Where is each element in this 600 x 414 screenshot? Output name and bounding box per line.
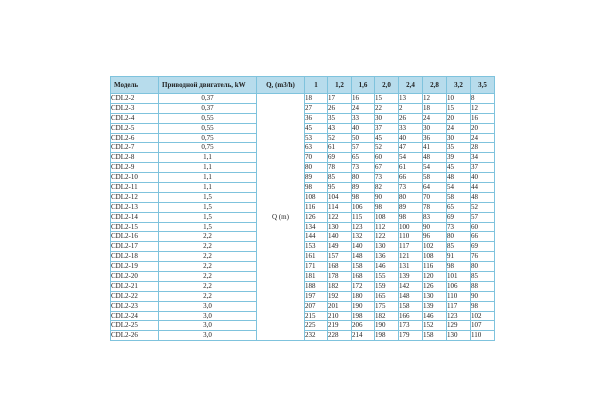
head-value-cell: 192 [328, 291, 352, 301]
head-value-cell: 24 [352, 103, 375, 113]
head-value-cell: 73 [447, 222, 471, 232]
head-value-cell: 89 [305, 173, 328, 183]
head-value-cell: 98 [447, 262, 471, 272]
head-value-cell: 85 [328, 173, 352, 183]
power-cell: 2,2 [159, 242, 257, 252]
head-value-cell: 117 [399, 242, 423, 252]
head-value-cell: 69 [447, 212, 471, 222]
head-value-cell: 89 [399, 202, 423, 212]
head-value-cell: 190 [375, 321, 399, 331]
power-cell: 1,5 [159, 192, 257, 202]
model-cell: CDL2-22 [111, 291, 159, 301]
head-value-cell: 10 [447, 94, 471, 104]
head-value-cell: 110 [471, 331, 495, 341]
power-cell: 2,2 [159, 281, 257, 291]
head-value-cell: 126 [423, 281, 447, 291]
head-value-cell: 18 [423, 103, 447, 113]
header-flow-value: 2,4 [399, 77, 423, 94]
head-value-cell: 179 [399, 331, 423, 341]
head-value-cell: 41 [423, 143, 447, 153]
head-value-cell: 40 [352, 123, 375, 133]
head-value-cell: 198 [375, 331, 399, 341]
head-value-cell: 182 [375, 311, 399, 321]
head-value-cell: 52 [328, 133, 352, 143]
head-value-cell: 67 [375, 163, 399, 173]
model-cell: CDL2-4 [111, 113, 159, 123]
power-cell: 1,5 [159, 212, 257, 222]
head-value-cell: 123 [447, 311, 471, 321]
head-value-cell: 181 [305, 272, 328, 282]
head-value-cell: 158 [399, 301, 423, 311]
head-value-cell: 12 [471, 103, 495, 113]
head-value-cell: 37 [471, 163, 495, 173]
model-cell: CDL2-20 [111, 272, 159, 282]
header-flow-value: 1 [305, 77, 328, 94]
head-value-cell: 35 [328, 113, 352, 123]
model-cell: CDL2-18 [111, 252, 159, 262]
head-value-cell: 28 [471, 143, 495, 153]
head-value-cell: 88 [471, 281, 495, 291]
head-value-cell: 47 [399, 143, 423, 153]
model-cell: CDL2-17 [111, 242, 159, 252]
model-cell: CDL2-16 [111, 232, 159, 242]
head-value-cell: 140 [328, 232, 352, 242]
head-value-cell: 188 [305, 281, 328, 291]
head-value-cell: 85 [471, 272, 495, 282]
head-value-cell: 70 [423, 192, 447, 202]
head-value-cell: 36 [423, 133, 447, 143]
head-value-cell: 146 [375, 262, 399, 272]
head-value-cell: 61 [399, 163, 423, 173]
power-cell: 0,37 [159, 103, 257, 113]
power-cell: 3,0 [159, 331, 257, 341]
head-value-cell: 132 [352, 232, 375, 242]
power-cell: 2,2 [159, 232, 257, 242]
head-value-cell: 228 [328, 331, 352, 341]
head-value-cell: 69 [328, 153, 352, 163]
head-value-cell: 34 [471, 153, 495, 163]
head-value-cell: 2 [399, 103, 423, 113]
head-value-cell: 63 [305, 143, 328, 153]
head-value-cell: 90 [423, 222, 447, 232]
head-value-cell: 131 [399, 262, 423, 272]
model-cell: CDL2-5 [111, 123, 159, 133]
head-value-cell: 225 [305, 321, 328, 331]
head-value-cell: 8 [471, 94, 495, 104]
model-cell: CDL2-15 [111, 222, 159, 232]
head-value-cell: 40 [399, 133, 423, 143]
head-value-cell: 58 [423, 173, 447, 183]
head-value-cell: 126 [305, 212, 328, 222]
head-value-cell: 15 [375, 94, 399, 104]
head-value-cell: 70 [305, 153, 328, 163]
head-value-cell: 66 [471, 232, 495, 242]
head-value-cell: 30 [423, 123, 447, 133]
head-value-cell: 30 [447, 133, 471, 143]
head-value-cell: 17 [328, 94, 352, 104]
model-cell: CDL2-19 [111, 262, 159, 272]
head-value-cell: 76 [471, 252, 495, 262]
header-flow-value: 1,2 [328, 77, 352, 94]
head-value-cell: 53 [305, 133, 328, 143]
head-value-cell: 157 [328, 252, 352, 262]
head-value-cell: 15 [447, 103, 471, 113]
head-value-cell: 36 [305, 113, 328, 123]
head-value-cell: 106 [352, 202, 375, 212]
model-cell: CDL2-6 [111, 133, 159, 143]
head-value-cell: 98 [305, 183, 328, 193]
head-value-cell: 33 [399, 123, 423, 133]
head-value-cell: 158 [423, 331, 447, 341]
power-cell: 2,2 [159, 291, 257, 301]
head-value-cell: 101 [447, 272, 471, 282]
head-value-cell: 60 [375, 153, 399, 163]
head-value-cell: 171 [305, 262, 328, 272]
head-value-cell: 26 [399, 113, 423, 123]
head-value-cell: 80 [352, 173, 375, 183]
head-value-cell: 134 [305, 222, 328, 232]
head-value-cell: 24 [447, 123, 471, 133]
head-value-cell: 198 [352, 311, 375, 321]
head-value-cell: 210 [328, 311, 352, 321]
head-value-cell: 168 [328, 262, 352, 272]
power-cell: 2,2 [159, 252, 257, 262]
head-value-cell: 112 [375, 222, 399, 232]
head-value-cell: 54 [447, 183, 471, 193]
head-value-cell: 116 [305, 202, 328, 212]
head-value-cell: 159 [375, 281, 399, 291]
head-value-cell: 108 [375, 212, 399, 222]
power-cell: 0,75 [159, 143, 257, 153]
head-value-cell: 197 [305, 291, 328, 301]
head-value-cell: 158 [352, 262, 375, 272]
head-value-cell: 114 [328, 202, 352, 212]
head-value-cell: 130 [447, 331, 471, 341]
model-cell: CDL2-14 [111, 212, 159, 222]
head-value-cell: 149 [328, 242, 352, 252]
head-value-cell: 180 [352, 291, 375, 301]
power-cell: 2,2 [159, 272, 257, 282]
power-cell: 1,1 [159, 153, 257, 163]
head-value-cell: 207 [305, 301, 328, 311]
head-value-cell: 214 [352, 331, 375, 341]
head-value-cell: 39 [447, 153, 471, 163]
head-value-cell: 161 [305, 252, 328, 262]
head-value-cell: 40 [471, 173, 495, 183]
head-value-cell: 178 [328, 272, 352, 282]
head-value-cell: 108 [423, 252, 447, 262]
head-value-cell: 120 [423, 272, 447, 282]
model-cell: CDL2-10 [111, 173, 159, 183]
head-value-cell: 219 [328, 321, 352, 331]
head-value-cell: 165 [375, 291, 399, 301]
head-value-cell: 85 [447, 242, 471, 252]
head-value-cell: 43 [328, 123, 352, 133]
head-value-cell: 12 [423, 94, 447, 104]
head-value-cell: 13 [399, 94, 423, 104]
model-cell: CDL2-8 [111, 153, 159, 163]
head-value-cell: 33 [352, 113, 375, 123]
head-value-cell: 96 [423, 232, 447, 242]
head-value-cell: 69 [471, 242, 495, 252]
model-cell: CDL2-9 [111, 163, 159, 173]
power-cell: 3,0 [159, 311, 257, 321]
head-value-cell: 139 [399, 272, 423, 282]
head-value-cell: 54 [423, 163, 447, 173]
head-value-cell: 140 [352, 242, 375, 252]
head-value-cell: 45 [375, 133, 399, 143]
head-value-cell: 153 [305, 242, 328, 252]
head-value-cell: 65 [447, 202, 471, 212]
head-value-cell: 50 [352, 133, 375, 143]
head-value-cell: 121 [399, 252, 423, 262]
head-value-cell: 100 [399, 222, 423, 232]
head-value-cell: 172 [352, 281, 375, 291]
head-value-cell: 144 [305, 232, 328, 242]
head-value-cell: 215 [305, 311, 328, 321]
head-value-cell: 148 [352, 252, 375, 262]
head-value-cell: 54 [399, 153, 423, 163]
head-value-cell: 129 [447, 321, 471, 331]
head-value-cell: 98 [399, 212, 423, 222]
head-value-cell: 107 [471, 321, 495, 331]
model-cell: CDL2-11 [111, 183, 159, 193]
head-value-cell: 58 [447, 192, 471, 202]
head-value-cell: 130 [328, 222, 352, 232]
head-value-cell: 123 [352, 222, 375, 232]
head-value-cell: 26 [328, 103, 352, 113]
head-value-cell: 95 [328, 183, 352, 193]
head-value-cell: 142 [399, 281, 423, 291]
head-value-cell: 117 [447, 301, 471, 311]
header-flow-value: 2,8 [423, 77, 447, 94]
model-cell: CDL2-24 [111, 311, 159, 321]
head-value-cell: 78 [328, 163, 352, 173]
head-value-cell: 57 [352, 143, 375, 153]
head-value-cell: 110 [399, 232, 423, 242]
head-value-cell: 115 [352, 212, 375, 222]
head-value-cell: 130 [423, 291, 447, 301]
head-value-cell: 80 [305, 163, 328, 173]
power-cell: 1,1 [159, 173, 257, 183]
power-cell: 1,5 [159, 202, 257, 212]
head-value-cell: 116 [423, 262, 447, 272]
head-value-cell: 182 [328, 281, 352, 291]
header-flow-value: 3,2 [447, 77, 471, 94]
head-value-cell: 104 [328, 192, 352, 202]
head-value-cell: 148 [399, 291, 423, 301]
head-value-cell: 27 [305, 103, 328, 113]
head-value-cell: 20 [447, 113, 471, 123]
model-cell: CDL2-3 [111, 103, 159, 113]
power-cell: 1,1 [159, 183, 257, 193]
head-value-cell: 82 [375, 183, 399, 193]
head-value-cell: 57 [471, 212, 495, 222]
model-cell: CDL2-13 [111, 202, 159, 212]
head-value-cell: 155 [375, 272, 399, 282]
head-value-cell: 201 [328, 301, 352, 311]
head-value-cell: 122 [375, 232, 399, 242]
head-value-cell: 166 [399, 311, 423, 321]
model-cell: CDL2-23 [111, 301, 159, 311]
head-value-cell: 102 [471, 311, 495, 321]
head-value-cell: 78 [423, 202, 447, 212]
header-flow-value: 1,6 [352, 77, 375, 94]
head-value-cell: 37 [375, 123, 399, 133]
power-cell: 2,2 [159, 262, 257, 272]
head-value-cell: 65 [352, 153, 375, 163]
power-cell: 1,1 [159, 163, 257, 173]
head-value-cell: 48 [423, 153, 447, 163]
head-value-cell: 16 [471, 113, 495, 123]
head-value-cell: 60 [471, 222, 495, 232]
head-value-cell: 73 [352, 163, 375, 173]
model-cell: CDL2-2 [111, 94, 159, 104]
header-row [111, 77, 495, 94]
head-value-cell: 168 [352, 272, 375, 282]
head-value-cell: 98 [375, 202, 399, 212]
head-value-cell: 45 [447, 163, 471, 173]
head-value-cell: 152 [423, 321, 447, 331]
head-value-cell: 108 [305, 192, 328, 202]
head-value-cell: 52 [471, 202, 495, 212]
head-value-cell: 89 [352, 183, 375, 193]
model-cell: CDL2-12 [111, 192, 159, 202]
head-value-cell: 106 [447, 281, 471, 291]
head-value-cell: 35 [447, 143, 471, 153]
head-value-cell: 173 [399, 321, 423, 331]
head-value-cell: 80 [471, 262, 495, 272]
head-value-cell: 110 [447, 291, 471, 301]
header-flow: Q, (m3/h) [257, 77, 305, 94]
head-value-cell: 73 [399, 183, 423, 193]
head-value-cell: 66 [399, 173, 423, 183]
head-value-cell: 130 [375, 242, 399, 252]
header-flow-value: 3,5 [471, 77, 495, 94]
header-model: Модель [111, 77, 159, 94]
model-cell: CDL2-25 [111, 321, 159, 331]
head-value-cell: 45 [305, 123, 328, 133]
power-cell: 3,0 [159, 321, 257, 331]
head-value-cell: 48 [447, 173, 471, 183]
head-value-cell: 44 [471, 183, 495, 193]
head-value-cell: 232 [305, 331, 328, 341]
head-value-cell: 61 [328, 143, 352, 153]
power-cell: 0,55 [159, 113, 257, 123]
head-value-cell: 175 [375, 301, 399, 311]
head-value-cell: 102 [423, 242, 447, 252]
head-value-cell: 190 [352, 301, 375, 311]
header-power: Приводной двигатель, kW [159, 77, 257, 94]
head-value-cell: 24 [423, 113, 447, 123]
head-value-cell: 90 [375, 192, 399, 202]
head-value-cell: 80 [399, 192, 423, 202]
head-value-cell: 206 [352, 321, 375, 331]
head-value-cell: 146 [423, 311, 447, 321]
pump-spec-table [110, 76, 495, 341]
head-value-cell: 24 [471, 133, 495, 143]
power-cell: 0,55 [159, 123, 257, 133]
head-value-cell: 83 [423, 212, 447, 222]
head-value-cell: 136 [375, 252, 399, 262]
head-value-cell: 20 [471, 123, 495, 133]
head-value-cell: 52 [375, 143, 399, 153]
power-cell: 1,5 [159, 222, 257, 232]
power-cell: 3,0 [159, 301, 257, 311]
power-cell: 0,75 [159, 133, 257, 143]
head-value-cell: 22 [375, 103, 399, 113]
head-value-cell: 16 [352, 94, 375, 104]
model-cell: CDL2-7 [111, 143, 159, 153]
head-value-cell: 90 [471, 291, 495, 301]
head-label: Q (m) [257, 94, 305, 341]
power-cell: 0,37 [159, 94, 257, 104]
head-value-cell: 80 [447, 232, 471, 242]
model-cell: CDL2-26 [111, 331, 159, 341]
table-row [111, 94, 495, 104]
head-value-cell: 48 [471, 192, 495, 202]
head-value-cell: 91 [447, 252, 471, 262]
head-value-cell: 64 [423, 183, 447, 193]
head-value-cell: 139 [423, 301, 447, 311]
head-value-cell: 98 [471, 301, 495, 311]
head-value-cell: 18 [305, 94, 328, 104]
head-value-cell: 30 [375, 113, 399, 123]
model-cell: CDL2-21 [111, 281, 159, 291]
head-value-cell: 98 [352, 192, 375, 202]
header-flow-value: 2,0 [375, 77, 399, 94]
head-value-cell: 73 [375, 173, 399, 183]
head-value-cell: 122 [328, 212, 352, 222]
